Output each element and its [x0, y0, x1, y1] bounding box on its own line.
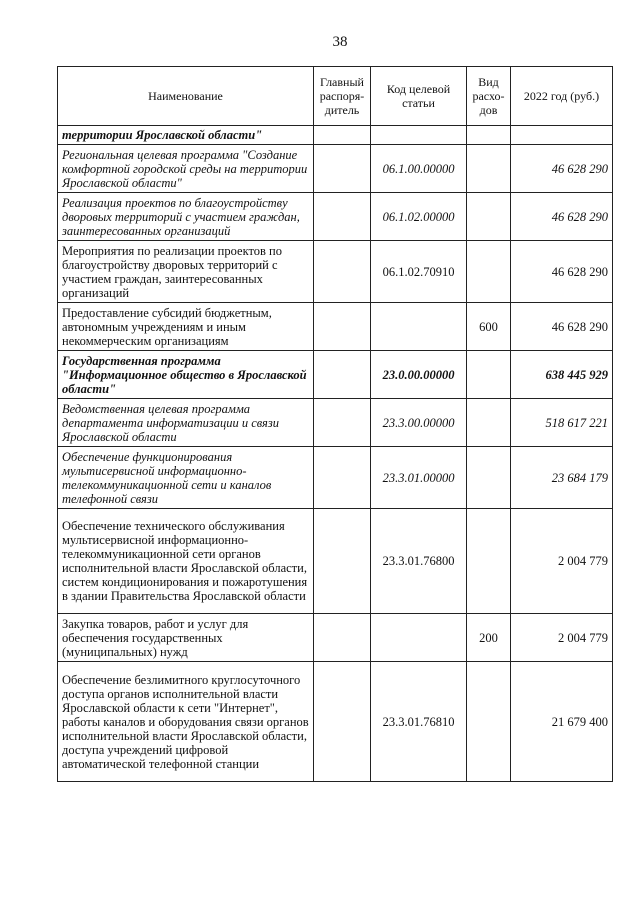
code-cell: 23.3.01.00000: [371, 447, 467, 509]
type-cell: [467, 241, 511, 303]
code-cell: 23.3.01.76800: [371, 509, 467, 614]
amount-cell: [511, 126, 613, 145]
type-cell: [467, 193, 511, 241]
admin-cell: [314, 241, 371, 303]
code-cell: 06.1.02.70910: [371, 241, 467, 303]
amount-cell: 21 679 400: [511, 662, 613, 782]
amount-cell: 46 628 290: [511, 303, 613, 351]
type-cell: [467, 399, 511, 447]
header-type: Вид расхо-дов: [467, 67, 511, 126]
page-number: 38: [332, 34, 348, 50]
code-cell: [371, 126, 467, 145]
code-cell: 23.3.01.76810: [371, 662, 467, 782]
amount-cell: 2 004 779: [511, 614, 613, 662]
name-cell: Обеспечение функционирования мультисервисной информационно-телекоммуникационной сети и каналов телефонной связи: [58, 447, 314, 509]
admin-cell: [314, 351, 371, 399]
type-cell: [467, 509, 511, 614]
name-cell: Государственная программа "Информационное общество в Ярославской области": [58, 351, 314, 399]
admin-cell: [314, 303, 371, 351]
type-cell: [467, 447, 511, 509]
code-cell: [371, 303, 467, 351]
type-cell: 600: [467, 303, 511, 351]
amount-cell: 46 628 290: [511, 241, 613, 303]
type-cell: [467, 662, 511, 782]
table-row: [58, 241, 613, 303]
code-cell: 23.0.00.00000: [371, 351, 467, 399]
admin-cell: [314, 145, 371, 193]
admin-cell: [314, 662, 371, 782]
type-cell: [467, 351, 511, 399]
table-body: [58, 126, 613, 782]
table-row: [58, 145, 613, 193]
header-admin: Главный распоря-дитель: [314, 67, 371, 126]
name-cell: Обеспечение технического обслуживания мультисервисной информационно-телекоммуникационной сети органов исполнительной власти Ярославской области, систем кондиционирования и пожаротушения в здании Правительства Ярославской области: [58, 509, 314, 614]
table-row: [58, 447, 613, 509]
table-row: [58, 509, 613, 614]
type-cell: [467, 126, 511, 145]
table-row: [58, 126, 613, 145]
code-cell: [371, 614, 467, 662]
amount-cell: 638 445 929: [511, 351, 613, 399]
amount-cell: 46 628 290: [511, 193, 613, 241]
amount-cell: 23 684 179: [511, 447, 613, 509]
amount-cell: 518 617 221: [511, 399, 613, 447]
code-cell: 06.1.02.00000: [371, 193, 467, 241]
name-cell: Региональная целевая программа "Создание комфортной городской среды на территории Ярославской области": [58, 145, 314, 193]
table-row: [58, 399, 613, 447]
header-code: Код целевой статьи: [371, 67, 467, 126]
name-cell: территории Ярославской области": [58, 126, 314, 145]
header-name: Наименование: [58, 67, 314, 126]
amount-cell: 46 628 290: [511, 145, 613, 193]
name-cell: Закупка товаров, работ и услуг для обеспечения государственных (муниципальных) нужд: [58, 614, 314, 662]
admin-cell: [314, 614, 371, 662]
admin-cell: [314, 399, 371, 447]
table-row: [58, 614, 613, 662]
header-amount: 2022 год (руб.): [511, 67, 613, 126]
table-row: [58, 662, 613, 782]
name-cell: Обеспечение безлимитного круглосуточного доступа органов исполнительной власти Ярославской области к сети "Интернет", работы каналов и оборудования связи органов исполнительной власти Ярославской области, доступа учреждений цифровой автоматической телефонной станции: [58, 662, 314, 782]
code-cell: 23.3.00.00000: [371, 399, 467, 447]
name-cell: Реализация проектов по благоустройству дворовых территорий с участием граждан, заинтересованных организаций: [58, 193, 314, 241]
admin-cell: [314, 447, 371, 509]
admin-cell: [314, 126, 371, 145]
amount-cell: 2 004 779: [511, 509, 613, 614]
table-row: [58, 303, 613, 351]
type-cell: [467, 145, 511, 193]
type-cell: 200: [467, 614, 511, 662]
code-cell: 06.1.00.00000: [371, 145, 467, 193]
name-cell: Предоставление субсидий бюджетным, автономным учреждениям и иным некоммерческим организациям: [58, 303, 314, 351]
table-row: [58, 193, 613, 241]
name-cell: Ведомственная целевая программа департамента информатизации и связи Ярославской области: [58, 399, 314, 447]
table-header-row: [58, 67, 613, 126]
admin-cell: [314, 509, 371, 614]
table-row: [58, 351, 613, 399]
admin-cell: [314, 193, 371, 241]
name-cell: Мероприятия по реализации проектов по благоустройству дворовых территорий с участием граждан, заинтересованных организаций: [58, 241, 314, 303]
budget-table: [57, 66, 613, 782]
